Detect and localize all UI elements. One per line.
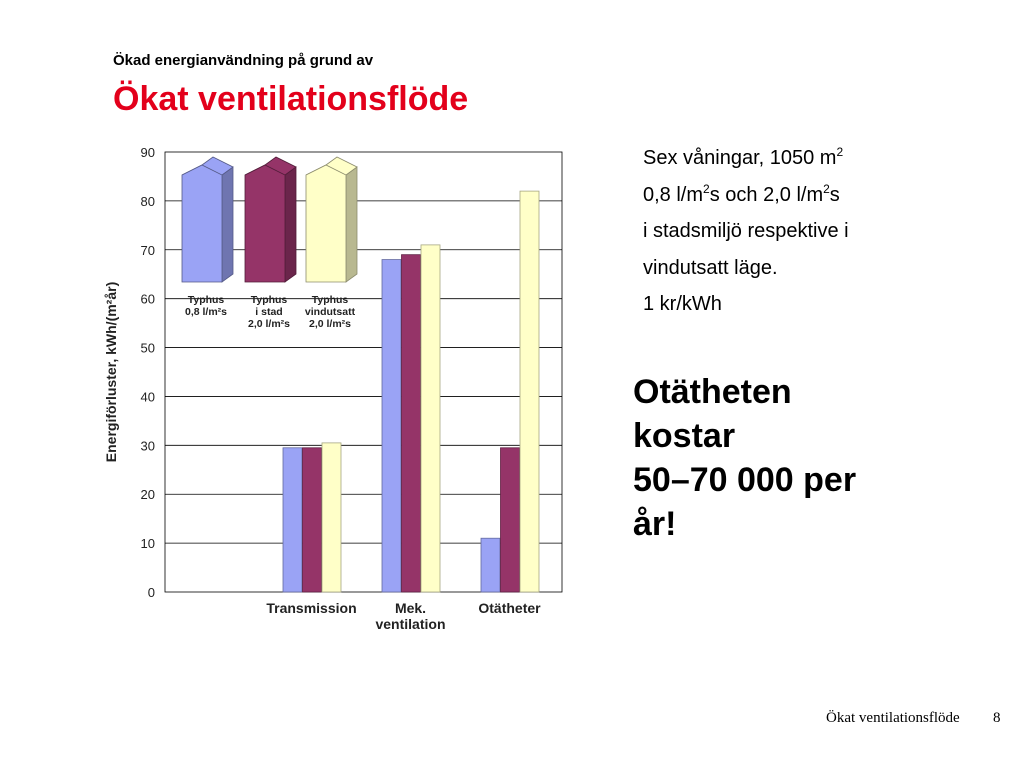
energy-loss-bar-chart: [95, 135, 575, 645]
legend-label: Typhus: [187, 294, 225, 306]
building-info: [643, 140, 849, 323]
legend-swatch-2: [245, 165, 285, 282]
x-category-label: Otätheter: [478, 600, 541, 616]
slide-kicker: Ökad energianvändning på grund av: [113, 52, 374, 69]
legend-label: 2,0 l/m²s: [247, 318, 291, 330]
info-line-exposure: vindutsatt läge.: [643, 256, 778, 279]
slide-footer: Ökat ventilationsflöde: [826, 710, 960, 726]
info-line-location: i stadsmiljö respektive i: [643, 220, 849, 242]
page-number: 8: [993, 710, 1001, 726]
legend-swatch-1: [182, 165, 222, 282]
bar-2-3: [501, 448, 520, 592]
bar-1-3: [481, 538, 500, 592]
y-axis-label: Energiförluster, kWh/(m²år): [103, 281, 119, 463]
y-tick-label: 30: [140, 438, 155, 454]
info-line-floors: Sex våningar, 1050 $m^2$: [643, 145, 844, 169]
legend-label: i stad: [255, 306, 283, 318]
y-tick-label: 60: [140, 291, 155, 307]
legend-label: vindutsatt: [304, 306, 356, 318]
legend-swatch-side: [346, 167, 357, 282]
info-line-price: 1 kr/kWh: [643, 293, 722, 315]
bar-3-3: [520, 191, 539, 592]
legend-swatch-side: [285, 167, 296, 282]
legend-label: Typhus: [311, 294, 349, 306]
y-tick-label: 50: [140, 340, 155, 356]
info-line-flows: 0,8 $l/m^2s$ och 2,0 $l/m^2s$: [643, 181, 840, 206]
y-tick-label: 10: [140, 536, 155, 552]
x-category-label: Mek.: [394, 600, 427, 616]
y-tick-label: 90: [140, 145, 155, 160]
bar-2-1: [303, 448, 322, 592]
y-tick-label: 80: [140, 193, 155, 209]
legend-label: 2,0 l/m²s: [308, 318, 352, 330]
slide-title: Ökat ventilationsflöde: [113, 80, 469, 118]
bar-1-1: [283, 448, 302, 592]
bar-1-2: [382, 260, 401, 592]
y-tick-label: 40: [140, 389, 155, 405]
y-tick-label: 70: [140, 242, 155, 258]
x-category-label: Transmission: [266, 600, 357, 616]
legend-label: 0,8 l/m²s: [184, 306, 228, 318]
x-category-label: ventilation: [375, 616, 446, 632]
legend-swatch-3: [306, 165, 346, 282]
legend-label: Typhus: [250, 294, 288, 306]
bar-2-2: [402, 255, 421, 592]
legend-swatch-side: [222, 167, 233, 282]
y-tick-label: 0: [147, 585, 155, 600]
cost-callout: Otätheten kostar 50–70 000 per år!: [633, 373, 857, 543]
bar-3-1: [322, 443, 341, 592]
bar-3-2: [421, 245, 440, 592]
y-tick-label: 20: [140, 487, 155, 503]
